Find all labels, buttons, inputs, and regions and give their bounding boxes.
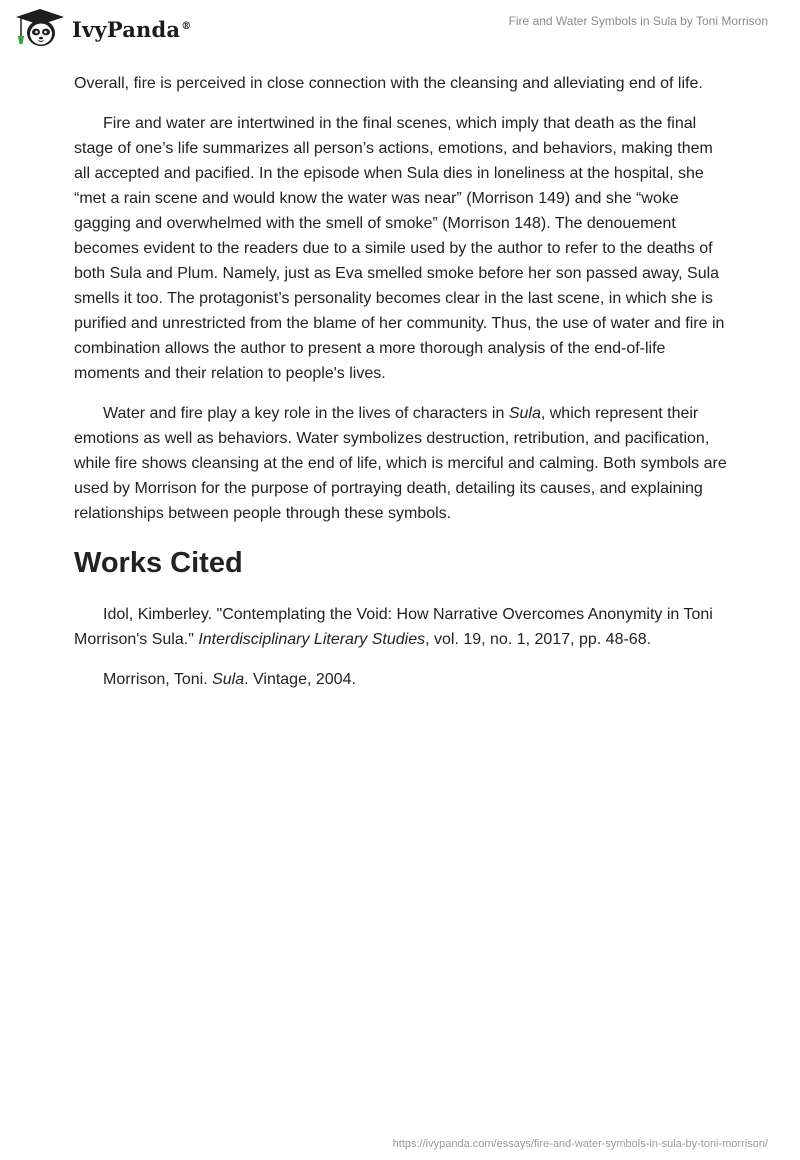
citation-idol-journal: Interdisciplinary Literary Studies [198, 631, 426, 648]
citation-morrison [74, 667, 730, 692]
citation-morrison-author: Morrison, Toni. [103, 671, 213, 688]
citation-morrison-details: . Vintage, 2004. [244, 671, 356, 688]
brand-name: IvyPanda® [72, 16, 192, 42]
citation-idol [74, 602, 730, 652]
paragraph-3-text-start: Water and fire play a key role in the lives of characters in [103, 405, 509, 422]
panda-graduate-icon [14, 8, 66, 48]
registered-mark: ® [181, 20, 192, 32]
source-url-link[interactable]: https://ivypanda.com/essays/fire-and-water-symbols-in-sula-by-toni-morrison/ [392, 1138, 768, 1150]
ivypanda-logo[interactable] [14, 8, 191, 48]
paragraph-3-text-end: , which represent their emotions as well as behaviors. Water symbolizes destruction, retribution, and pacification, while fire shows cleansing at the end of life, which is merciful and calming. Both symbols are used by Morrison for the purpose of portraying death, detailing its causes, and explaining relationships between people through these symbols. [74, 405, 727, 522]
works-cited-heading: Works Cited [74, 547, 243, 579]
paragraph-3-title-italic: Sula [508, 405, 541, 422]
document-title: Fire and Water Symbols in Sula by Toni Morrison [508, 14, 768, 28]
citation-morrison-title: Sula [212, 671, 245, 688]
citation-idol-details: , vol. 19, no. 1, 2017, pp. 48-68. [425, 631, 652, 648]
citation-idol-text: Idol, Kimberley. "Contemplating the Void: How Narrative Overcomes Anonymity in Toni Morrison's Sula." [74, 606, 713, 648]
paragraph-3 [74, 401, 730, 526]
paragraph-1: Overall, fire is perceived in close connection with the cleansing and alleviating end of life. [74, 75, 703, 92]
essay-content [74, 71, 730, 707]
paragraph-2: Fire and water are intertwined in the final scenes, which imply that death as the final stage of one’s life summarizes all person’s actions, emotions, and behaviors, making them all accepted and pacified. In the episode when Sula dies in loneliness at the hospital, she “met a rain scene and would know the water was near” (Morrison 149) and she “woke gagging and overwhelmed with the smell of smoke” (Morrison 148). The denouement becomes evident to the readers due to a simile used by the author to refer to the deaths of both Sula and Plum. Namely, just as Eva smelled smoke before her son passed away, Sula smells it too. The protagonist’s personality becomes clear in the last scene, in which she is purified and unrestricted from the blame of her community. Thus, the use of water and fire in combination allows the author to present a more thorough analysis of the end-of-life moments and their relation to people's lives. [74, 115, 725, 382]
page-header [0, 0, 800, 64]
